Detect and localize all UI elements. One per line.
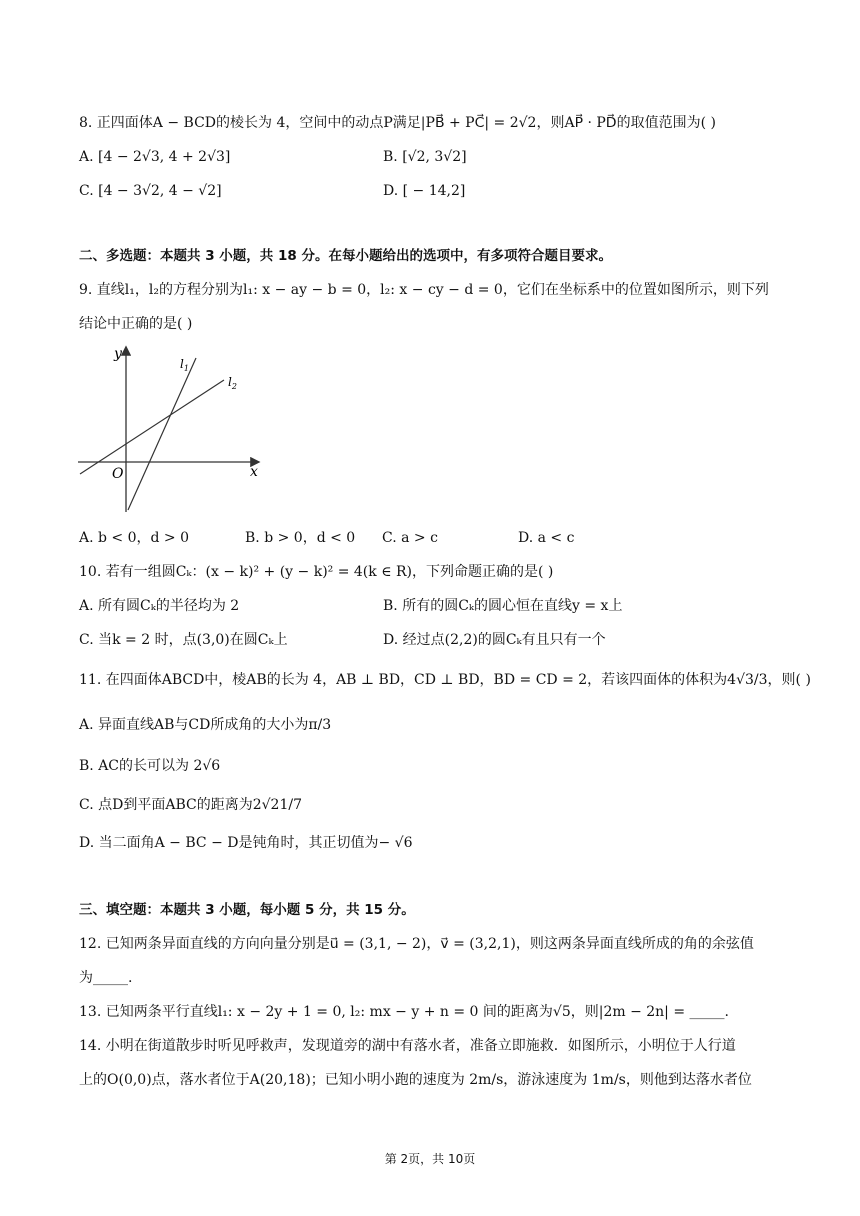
q8-option-d: D. [ − 14,2] [383,183,466,199]
q11-option-c: C. 点D到平面ABC的距离为2√21/7 [79,797,302,813]
q11-option-d: D. 当二面角A − BC − D是钝角时，其正切值为− √6 [79,835,413,851]
x-axis-label: x [250,464,258,480]
page-footer: 第 2页，共 10页 [384,1152,476,1166]
section-heading-multi-choice: 二、多选题：本题共 3 小题，共 18 分。在每小题给出的选项中，有多项符合题目要求。 [79,248,612,264]
q9-option-b: B. b > 0，d < 0 [245,530,356,546]
q11-option-a: A. 异面直线AB与CD所成角的大小为π/3 [79,717,332,733]
q8-stem: 8. 正四面体A − BCD的棱长为 4，空间中的动点P满足|PB⃗ + PC⃗| = 2√2，则AP⃗ · PD⃗的取值范围为( ) [79,115,716,131]
q10-option-b: B. 所有的圆Cₖ的圆心恒在直线y = x上 [383,598,623,614]
q14-line2: 上的O(0,0)点，落水者位于A(20,18)；已知小明小跑的速度为 2m/s，游泳速度为 1m/s，则他到达落水者位 [79,1072,752,1088]
l2-label: $l_2$ [228,375,237,391]
y-axis-label: y [114,346,122,362]
q10-option-d: D. 经过点(2,2)的圆Cₖ有且只有一个 [383,632,606,648]
q10-option-c: C. 当k = 2 时，点(3,0)在圆Cₖ上 [79,632,288,648]
origin-label: O [112,466,124,482]
q10-stem: 10. 若有一组圆Cₖ：(x − k)² + (y − k)² = 4(k ∈ R)，下列命题正确的是( ) [79,564,554,580]
q9-stem-line2: 结论中正确的是( ) [79,316,193,332]
q9-option-d: D. a < c [518,530,575,546]
q8-option-b: B. [√2, 3√2] [383,149,467,165]
q12-line1: 12. 已知两条异面直线的方向向量分别是u⃗ = (3,1, − 2)，v⃗ = (3,2,1)，则这两条异面直线所成的角的余弦值 [79,936,754,952]
q13-line1: 13. 已知两条平行直线l₁: x − 2y + 1 = 0, l₂: mx − y + n = 0 间的距离为√5，则|2m − 2n| = _____. [79,1004,729,1020]
q12-line2: 为_____. [79,970,133,986]
q9-option-c: C. a > c [382,530,438,546]
section-heading-fill-in: 三、填空题：本题共 3 小题，每小题 5 分，共 15 分。 [79,902,415,918]
q11-option-b: B. AC的长可以为 2√6 [79,758,221,774]
line-l1 [128,358,196,510]
q8-option-c: C. [4 − 3√2, 4 − √2] [79,183,222,199]
q8-option-a: A. [4 − 2√3, 4 + 2√3] [79,149,231,165]
l1-label: $l_1$ [180,357,189,373]
q9-coordinate-figure [76,340,276,518]
q11-stem: 11. 在四面体ABCD中，棱AB的长为 4，AB ⊥ BD，CD ⊥ BD，BD = CD = 2，若该四面体的体积为4√3/3，则( ) [79,672,811,688]
q9-stem-line1: 9. 直线l₁，l₂的方程分别为l₁: x − ay − b = 0，l₂: x − cy − d = 0，它们在坐标系中的位置如图所示，则下列 [79,282,769,298]
q10-option-a: A. 所有圆Cₖ的半径均为 2 [79,598,240,614]
line-l2 [80,380,224,474]
q14-line1: 14. 小明在街道散步时听见呼救声，发现道旁的湖中有落水者，准备立即施救．如图所示，小明位于人行道 [79,1038,736,1054]
q9-option-a: A. b < 0，d > 0 [79,530,190,546]
